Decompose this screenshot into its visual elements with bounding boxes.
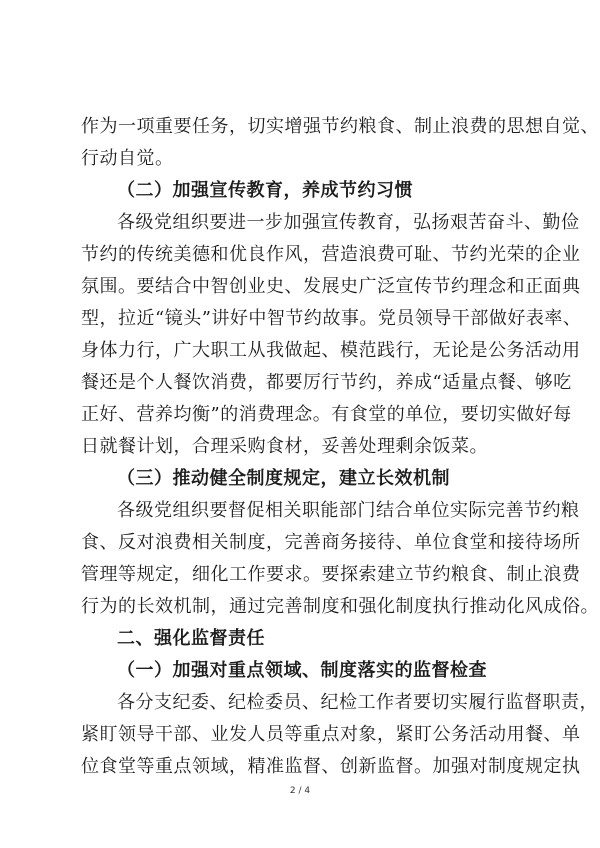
paragraph-line: 食、反对浪费相关制度，完善商务接待、单位食堂和接待场所 bbox=[81, 532, 581, 553]
paragraph-line: 正好、营养均衡”的消费理念。有食堂的单位，要切实做好每 bbox=[81, 404, 572, 425]
paragraph-line: 身体力行，广大职工从我做起、模范践行，无论是公务活动用 bbox=[81, 340, 581, 361]
paragraph-line: 管理等规定，细化工作要求。要探索建立节约粮食、制止浪费 bbox=[81, 564, 581, 585]
paragraph-line: 日就餐计划，合理采购食材，妥善处理剩余饭菜。 bbox=[81, 436, 488, 457]
paragraph-line: 氛围。要结合中智创业史、发展史广泛宣传节约理念和正面典 bbox=[81, 276, 581, 297]
chapter-heading: 二、强化监督责任 bbox=[117, 628, 265, 649]
paragraph-line: 各分支纪委、纪检委员、纪检工作者要切实履行监督职责， bbox=[117, 692, 598, 713]
paragraph-line: 行为的长效机制，通过完善制度和强化制度执行推动化风成俗。 bbox=[81, 596, 599, 617]
paragraph-line: 位食堂等重点领域，精准监督、创新监督。加强对制度规定执 bbox=[81, 756, 581, 777]
paragraph-line: 作为一项重要任务，切实增强节约粮食、制止浪费的思想自觉、 bbox=[81, 116, 599, 137]
paragraph-line: 行动自觉。 bbox=[81, 148, 174, 169]
paragraph-line: 紧盯领导干部、业发人员等重点对象，紧盯公务活动用餐、单 bbox=[81, 724, 581, 745]
section-heading: （二）加强宣传教育，养成节约习惯 bbox=[117, 180, 413, 201]
paragraph-line: 餐还是个人餐饮消费，都要厉行节约，养成“适量点餐、够吃 bbox=[81, 372, 572, 393]
paragraph-line: 节约的传统美德和优良作风，营造浪费可耻、节约光荣的企业 bbox=[81, 244, 581, 265]
section-heading: （三）推动健全制度规定，建立长效机制 bbox=[117, 468, 450, 489]
section-heading: （一）加强对重点领域、制度落实的监督检查 bbox=[117, 660, 487, 681]
paragraph-line: 各级党组织要进一步加强宣传教育，弘扬艰苦奋斗、勤俭 bbox=[117, 212, 580, 233]
paragraph-line: 各级党组织要督促相关职能部门结合单位实际完善节约粮 bbox=[117, 500, 580, 521]
page-number: 2 / 4 bbox=[289, 786, 311, 796]
paragraph-line: 型，拉近“镜头”讲好中智节约故事。党员领导干部做好表率、 bbox=[81, 308, 582, 329]
